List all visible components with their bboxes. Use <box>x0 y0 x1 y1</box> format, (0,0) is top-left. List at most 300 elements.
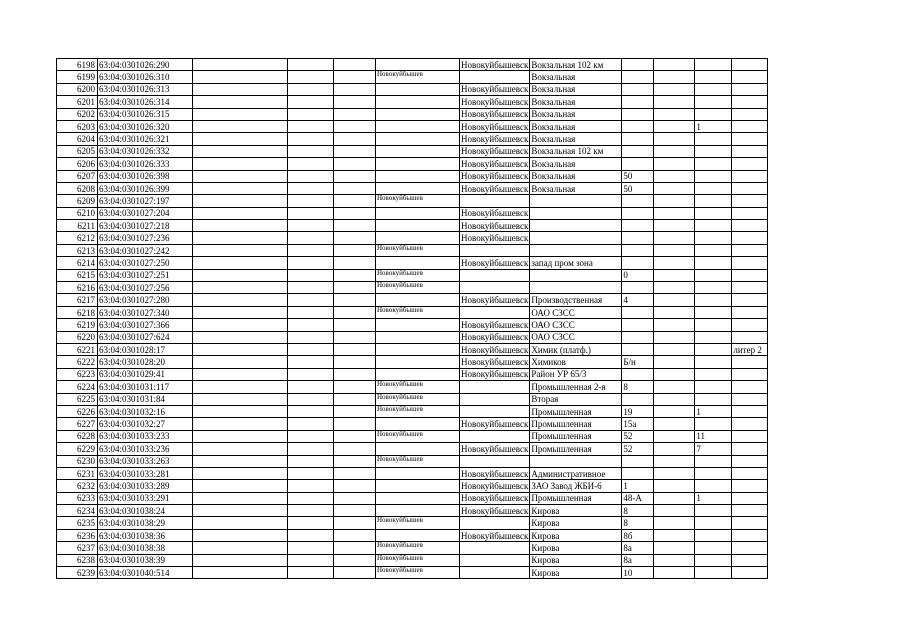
empty-cell <box>193 158 288 170</box>
street-cell: Кирова <box>530 567 622 579</box>
empty-cell <box>334 71 376 83</box>
street-cell <box>530 269 622 281</box>
litera-cell <box>732 232 768 244</box>
locality-note-cell <box>376 505 460 517</box>
empty-cell <box>654 505 695 517</box>
litera-cell <box>732 145 768 157</box>
row-number-cell: 6211 <box>57 220 98 232</box>
row-number-cell: 6225 <box>57 393 98 405</box>
city-cell: Новокуйбышевск <box>461 419 529 430</box>
empty-cell <box>654 182 695 194</box>
row-number-cell: 6209 <box>57 195 98 207</box>
locality-note-cell <box>376 443 460 455</box>
building-cell: 11 <box>695 430 732 442</box>
row-number-cell: 6198 <box>57 59 98 71</box>
locality-note-cell <box>376 220 460 232</box>
empty-cell <box>334 443 376 455</box>
empty-cell <box>334 244 376 256</box>
row-number-cell: 6234 <box>57 505 98 517</box>
street-cell: Кирова <box>530 517 622 529</box>
empty-cell <box>193 244 288 256</box>
table-row <box>57 554 768 566</box>
empty-cell <box>193 195 288 207</box>
empty-cell <box>654 319 695 331</box>
building-cell <box>695 145 732 157</box>
building-cell <box>695 71 732 83</box>
building-cell <box>695 455 732 467</box>
row-number-cell: 6207 <box>57 170 98 182</box>
table-row <box>57 257 768 269</box>
building-cell <box>695 195 732 207</box>
empty-cell <box>193 71 288 83</box>
row-number-cell: 6229 <box>57 443 98 455</box>
house-number-cell: 8 <box>622 505 654 517</box>
empty-cell <box>334 343 376 355</box>
litera-cell <box>732 529 768 541</box>
row-number-cell: 6217 <box>57 294 98 306</box>
cadastral-number-cell: 63:04:0301032:27 <box>98 418 193 430</box>
city-cell <box>460 244 530 256</box>
street-cell: Вторая <box>530 393 622 405</box>
house-number-cell: Б/н <box>622 356 654 368</box>
empty-cell <box>654 306 695 318</box>
empty-cell <box>654 542 695 554</box>
empty-cell <box>288 418 334 430</box>
building-cell <box>695 418 732 430</box>
cadastral-number-cell: 63:04:0301029:41 <box>98 368 193 380</box>
litera-cell <box>732 331 768 343</box>
street-cell: Промышленная <box>530 492 622 504</box>
row-number-cell: 6206 <box>57 158 98 170</box>
cadastral-number-cell: 63:04:0301038:36 <box>98 529 193 541</box>
locality-note-cell: Новокуйбышев <box>376 306 460 318</box>
locality-note-cell <box>376 59 460 71</box>
empty-cell <box>654 195 695 207</box>
row-number-cell: 6208 <box>57 182 98 194</box>
empty-cell <box>654 158 695 170</box>
empty-cell <box>654 343 695 355</box>
city-cell <box>460 393 530 405</box>
empty-cell <box>193 529 288 541</box>
street-cell: ОАО СЗСС <box>530 331 622 343</box>
empty-cell <box>334 393 376 405</box>
empty-cell <box>193 282 288 294</box>
table-body <box>57 59 768 579</box>
empty-cell <box>334 319 376 331</box>
table-row <box>57 158 768 170</box>
empty-cell <box>654 96 695 108</box>
building-cell <box>695 108 732 120</box>
empty-cell <box>334 331 376 343</box>
empty-cell <box>334 405 376 417</box>
locality-note-cell <box>376 356 460 368</box>
street-cell: Химик (платф.) <box>530 343 622 355</box>
house-number-cell: 0 <box>622 269 654 281</box>
empty-cell <box>334 220 376 232</box>
building-cell <box>695 220 732 232</box>
street-cell: Промышленная <box>530 443 622 455</box>
litera-cell <box>732 96 768 108</box>
building-cell <box>695 331 732 343</box>
empty-cell <box>654 517 695 529</box>
street-cell: ОАО СЗСС <box>530 319 622 331</box>
house-number-cell <box>622 331 654 343</box>
cadastral-number-cell: 63:04:0301026:321 <box>98 133 193 145</box>
street-cell: Промышленная <box>530 418 622 430</box>
litera-cell <box>732 455 768 467</box>
table-row <box>57 244 768 256</box>
building-cell <box>695 269 732 281</box>
cadastral-number-cell: 63:04:0301027:280 <box>98 294 193 306</box>
empty-cell <box>193 517 288 529</box>
empty-cell <box>193 393 288 405</box>
city-cell: Новокуйбышевск <box>461 96 529 107</box>
building-cell <box>695 356 732 368</box>
empty-cell <box>288 207 334 219</box>
street-cell: Промышленная 2-я <box>530 381 622 393</box>
locality-note-cell: Новокуйбышев <box>376 269 460 281</box>
row-number-cell: 6213 <box>57 244 98 256</box>
cadastral-number-cell: 63:04:0301038:39 <box>98 554 193 566</box>
building-cell <box>695 542 732 554</box>
empty-cell <box>334 542 376 554</box>
house-number-cell <box>622 220 654 232</box>
empty-cell <box>193 430 288 442</box>
litera-cell <box>732 505 768 517</box>
cadastral-number-cell: 63:04:0301028:17 <box>98 343 193 355</box>
litera-cell <box>732 567 768 579</box>
cadastral-number-cell: 63:04:0301027:256 <box>98 282 193 294</box>
litera-cell <box>732 319 768 331</box>
empty-cell <box>654 567 695 579</box>
house-number-cell <box>622 393 654 405</box>
empty-cell <box>334 96 376 108</box>
row-number-cell: 6223 <box>57 368 98 380</box>
table-row <box>57 381 768 393</box>
empty-cell <box>334 120 376 132</box>
empty-cell <box>288 59 334 71</box>
empty-cell <box>288 331 334 343</box>
row-number-cell: 6200 <box>57 83 98 95</box>
empty-cell <box>288 220 334 232</box>
building-cell <box>695 170 732 182</box>
cadastral-number-cell: 63:04:0301038:29 <box>98 517 193 529</box>
empty-cell <box>193 542 288 554</box>
row-number-cell: 6218 <box>57 306 98 318</box>
city-cell: Новокуйбышевск <box>461 530 529 541</box>
building-cell <box>695 282 732 294</box>
cadastral-number-cell: 63:04:0301026:320 <box>98 120 193 132</box>
locality-note-cell: Новокуйбышев <box>376 455 460 467</box>
litera-cell <box>732 405 768 417</box>
row-number-cell: 6219 <box>57 319 98 331</box>
empty-cell <box>334 517 376 529</box>
table-row <box>57 306 768 318</box>
building-cell <box>695 232 732 244</box>
street-cell <box>530 220 622 232</box>
empty-cell <box>334 133 376 145</box>
street-cell: Вокзальная 102 км <box>530 145 622 157</box>
empty-cell <box>334 207 376 219</box>
table-row <box>57 331 768 343</box>
building-cell <box>695 554 732 566</box>
empty-cell <box>193 182 288 194</box>
empty-cell <box>193 381 288 393</box>
empty-cell <box>654 480 695 492</box>
house-number-cell: 52 <box>622 430 654 442</box>
empty-cell <box>288 368 334 380</box>
locality-note-cell <box>376 418 460 430</box>
cadastral-number-cell: 63:04:0301033:289 <box>98 480 193 492</box>
house-number-cell <box>622 59 654 71</box>
city-cell: Новокуйбышевск <box>461 59 529 70</box>
empty-cell <box>288 195 334 207</box>
empty-cell <box>193 306 288 318</box>
house-number-cell: 50 <box>622 182 654 194</box>
empty-cell <box>288 542 334 554</box>
city-cell <box>460 405 530 417</box>
table-row <box>57 108 768 120</box>
empty-cell <box>193 480 288 492</box>
empty-cell <box>288 554 334 566</box>
city-cell: Новокуйбышевск <box>461 146 529 157</box>
city-cell: Новокуйбышевск <box>461 134 529 145</box>
cadastral-number-cell: 63:04:0301027:236 <box>98 232 193 244</box>
city-cell: Новокуйбышевск <box>461 257 529 268</box>
empty-cell <box>334 467 376 479</box>
house-number-cell <box>622 71 654 83</box>
empty-cell <box>193 83 288 95</box>
row-number-cell: 6203 <box>57 120 98 132</box>
house-number-cell: 8 <box>622 381 654 393</box>
city-cell: Новокуйбышевск <box>461 171 529 182</box>
litera-cell <box>732 170 768 182</box>
building-cell <box>695 393 732 405</box>
house-number-cell: 50 <box>622 170 654 182</box>
empty-cell <box>193 257 288 269</box>
building-cell <box>695 59 732 71</box>
house-number-cell <box>622 306 654 318</box>
building-cell: 1 <box>695 492 732 504</box>
locality-note-cell: Новокуйбышев <box>376 517 460 529</box>
row-number-cell: 6216 <box>57 282 98 294</box>
empty-cell <box>288 96 334 108</box>
cadastral-number-cell: 63:04:0301040:514 <box>98 567 193 579</box>
city-cell: Новокуйбышевск <box>461 295 529 306</box>
house-number-cell: 15а <box>622 418 654 430</box>
cadastral-number-cell: 63:04:0301038:24 <box>98 505 193 517</box>
empty-cell <box>193 331 288 343</box>
litera-cell <box>732 257 768 269</box>
empty-cell <box>334 492 376 504</box>
building-cell <box>695 96 732 108</box>
empty-cell <box>654 244 695 256</box>
street-cell: Вокзальная <box>530 120 622 132</box>
empty-cell <box>288 517 334 529</box>
empty-cell <box>334 455 376 467</box>
house-number-cell: 8б <box>622 529 654 541</box>
table-row <box>57 567 768 579</box>
street-cell: ОАО СЗСС <box>530 306 622 318</box>
locality-note-cell <box>376 145 460 157</box>
empty-cell <box>654 492 695 504</box>
litera-cell <box>732 59 768 71</box>
house-number-cell <box>622 207 654 219</box>
city-cell <box>460 517 530 529</box>
building-cell <box>695 505 732 517</box>
empty-cell <box>193 294 288 306</box>
house-number-cell <box>622 120 654 132</box>
cadastral-number-cell: 63:04:0301026:333 <box>98 158 193 170</box>
city-cell: Новокуйбышевск <box>461 493 529 504</box>
empty-cell <box>334 381 376 393</box>
building-cell <box>695 182 732 194</box>
table-row <box>57 133 768 145</box>
table-row <box>57 120 768 132</box>
house-number-cell <box>622 244 654 256</box>
city-cell: Новокуйбышевск <box>461 480 529 491</box>
empty-cell <box>288 133 334 145</box>
building-cell <box>695 381 732 393</box>
empty-cell <box>193 133 288 145</box>
building-cell <box>695 294 732 306</box>
empty-cell <box>654 467 695 479</box>
street-cell: Вокзальная <box>530 170 622 182</box>
street-cell <box>530 244 622 256</box>
empty-cell <box>193 108 288 120</box>
city-cell <box>460 455 530 467</box>
city-cell: Новокуйбышевск <box>461 121 529 132</box>
house-number-cell <box>622 368 654 380</box>
building-cell <box>695 133 732 145</box>
row-number-cell: 6239 <box>57 567 98 579</box>
empty-cell <box>288 356 334 368</box>
litera-cell <box>732 554 768 566</box>
city-cell: Новокуйбышевск <box>461 208 529 219</box>
row-number-cell: 6232 <box>57 480 98 492</box>
building-cell <box>695 343 732 355</box>
empty-cell <box>654 145 695 157</box>
city-cell <box>460 269 530 281</box>
street-cell: Вокзальная <box>530 182 622 194</box>
table-row <box>57 430 768 442</box>
table-row <box>57 96 768 108</box>
empty-cell <box>193 356 288 368</box>
locality-note-cell <box>376 207 460 219</box>
row-number-cell: 6222 <box>57 356 98 368</box>
litera-cell <box>732 356 768 368</box>
house-number-cell: 48-А <box>622 492 654 504</box>
street-cell <box>530 195 622 207</box>
locality-note-cell <box>376 170 460 182</box>
city-cell: Новокуйбышевск <box>461 109 529 120</box>
empty-cell <box>288 492 334 504</box>
house-number-cell: 19 <box>622 405 654 417</box>
city-cell: Новокуйбышевск <box>461 220 529 231</box>
litera-cell: литер 2 <box>732 343 768 355</box>
locality-note-cell <box>376 492 460 504</box>
street-cell: Район УР 65/3 <box>530 368 622 380</box>
table-row <box>57 195 768 207</box>
empty-cell <box>654 207 695 219</box>
empty-cell <box>288 282 334 294</box>
house-number-cell <box>622 108 654 120</box>
empty-cell <box>334 269 376 281</box>
cadastral-number-cell: 63:04:0301033:263 <box>98 455 193 467</box>
table-row <box>57 356 768 368</box>
empty-cell <box>334 232 376 244</box>
street-cell: Кирова <box>530 542 622 554</box>
street-cell: Промышленная <box>530 430 622 442</box>
locality-note-cell <box>376 232 460 244</box>
empty-cell <box>288 480 334 492</box>
empty-cell <box>334 83 376 95</box>
empty-cell <box>288 443 334 455</box>
house-number-cell <box>622 257 654 269</box>
cadastral-number-cell: 63:04:0301027:242 <box>98 244 193 256</box>
cadastral-number-cell: 63:04:0301026:399 <box>98 182 193 194</box>
empty-cell <box>334 529 376 541</box>
table-row <box>57 343 768 355</box>
locality-note-cell: Новокуйбышев <box>376 554 460 566</box>
empty-cell <box>654 71 695 83</box>
house-number-cell <box>622 133 654 145</box>
empty-cell <box>654 443 695 455</box>
city-cell: Новокуйбышевск <box>461 84 529 95</box>
street-cell: запад пром зона <box>530 257 622 269</box>
empty-cell <box>654 257 695 269</box>
empty-cell <box>654 405 695 417</box>
empty-cell <box>654 294 695 306</box>
cadastral-number-cell: 63:04:0301027:204 <box>98 207 193 219</box>
empty-cell <box>334 170 376 182</box>
empty-cell <box>193 145 288 157</box>
empty-cell <box>334 480 376 492</box>
street-cell <box>530 455 622 467</box>
litera-cell <box>732 244 768 256</box>
empty-cell <box>193 554 288 566</box>
empty-cell <box>334 257 376 269</box>
cadastral-number-cell: 63:04:0301032:16 <box>98 405 193 417</box>
building-cell: 1 <box>695 405 732 417</box>
street-cell: Кирова <box>530 529 622 541</box>
table-row <box>57 232 768 244</box>
city-cell: Новокуйбышевск <box>461 357 529 368</box>
street-cell: Вокзальная <box>530 133 622 145</box>
locality-note-cell: Новокуйбышев <box>376 71 460 83</box>
city-cell <box>460 306 530 318</box>
city-cell: Новокуйбышевск <box>461 183 529 194</box>
litera-cell <box>732 306 768 318</box>
table-row <box>57 294 768 306</box>
empty-cell <box>193 505 288 517</box>
row-number-cell: 6202 <box>57 108 98 120</box>
row-number-cell: 6201 <box>57 96 98 108</box>
empty-cell <box>334 195 376 207</box>
house-number-cell <box>622 96 654 108</box>
litera-cell <box>732 71 768 83</box>
empty-cell <box>654 108 695 120</box>
house-number-cell <box>622 83 654 95</box>
house-number-cell: 8а <box>622 554 654 566</box>
row-number-cell: 6214 <box>57 257 98 269</box>
street-cell: Вокзальная <box>530 96 622 108</box>
empty-cell <box>334 182 376 194</box>
locality-note-cell: Новокуйбышев <box>376 567 460 579</box>
empty-cell <box>334 554 376 566</box>
empty-cell <box>193 492 288 504</box>
empty-cell <box>654 220 695 232</box>
